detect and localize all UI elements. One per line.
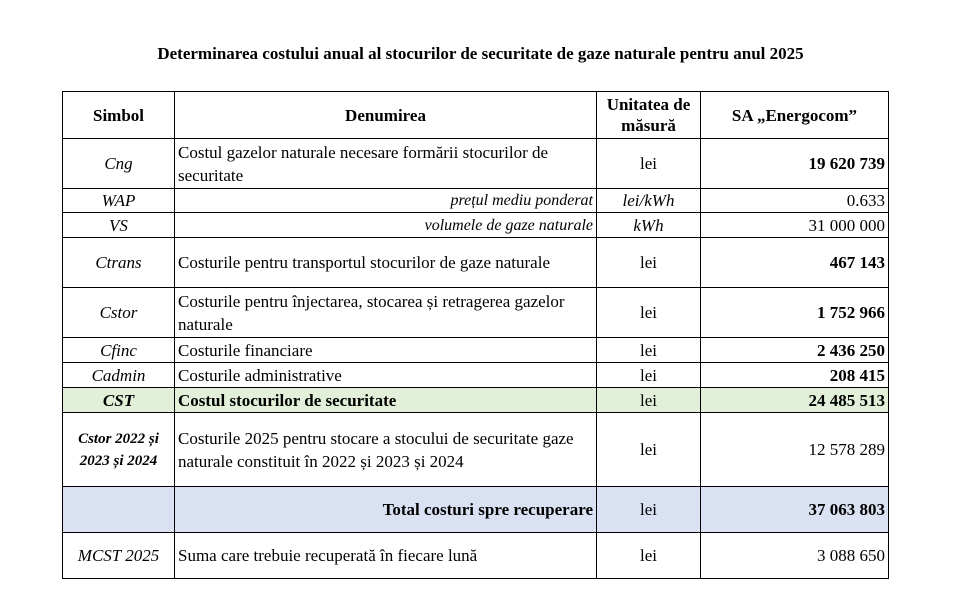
row-unit: lei/kWh: [597, 189, 701, 213]
table-row: [63, 413, 889, 487]
row-symbol: Cng: [63, 139, 175, 189]
table-row: [63, 363, 889, 388]
row-unit: lei: [597, 388, 701, 413]
row-value: 1 752 966: [701, 288, 889, 338]
row-name: prețul mediu ponderat: [175, 189, 597, 213]
row-unit: lei: [597, 338, 701, 363]
table-row: [63, 338, 889, 363]
row-unit: kWh: [597, 213, 701, 238]
row-unit: lei: [597, 487, 701, 533]
table-row: [63, 189, 889, 213]
header-company: SA „Energocom”: [701, 92, 889, 139]
row-unit: lei: [597, 533, 701, 579]
table-row-total: [63, 487, 889, 533]
header-unitatea: Unitatea de măsură: [597, 92, 701, 139]
row-name: volumele de gaze naturale: [175, 213, 597, 238]
table-row: [63, 139, 889, 189]
row-value: 0.633: [701, 189, 889, 213]
table-header-row: [63, 92, 889, 139]
row-symbol: Cfinc: [63, 338, 175, 363]
row-unit: lei: [597, 288, 701, 338]
row-name: Costurile administrative: [175, 363, 597, 388]
row-value: 12 578 289: [701, 413, 889, 487]
row-name: Costurile financiare: [175, 338, 597, 363]
row-symbol: Cstor: [63, 288, 175, 338]
table-row-cst: [63, 388, 889, 413]
row-name: Costurile pentru transportul stocurilor de gaze naturale: [175, 238, 597, 288]
row-symbol: VS: [63, 213, 175, 238]
row-symbol: Cadmin: [63, 363, 175, 388]
row-name: Total costuri spre recuperare: [175, 487, 597, 533]
page-title: Determinarea costului anual al stocurilor de securitate de gaze naturale pentru anul 2025: [157, 44, 804, 63]
row-symbol: CST: [63, 388, 175, 413]
table-row: [63, 288, 889, 338]
row-symbol: Ctrans: [63, 238, 175, 288]
row-unit: lei: [597, 413, 701, 487]
row-value: 24 485 513: [701, 388, 889, 413]
table-row: [63, 238, 889, 288]
cost-table: [62, 91, 889, 579]
row-name: Costul stocurilor de securitate: [175, 388, 597, 413]
row-unit: lei: [597, 363, 701, 388]
row-unit: lei: [597, 238, 701, 288]
row-value: 19 620 739: [701, 139, 889, 189]
row-symbol: Cstor 2022 și 2023 și 2024: [63, 413, 175, 487]
header-denumirea: Denumirea: [175, 92, 597, 139]
row-value: 31 000 000: [701, 213, 889, 238]
row-name: Costurile 2025 pentru stocare a stocului de securitate gaze naturale constituit în 2022 și 2023 și 2024: [175, 413, 597, 487]
row-symbol: WAP: [63, 189, 175, 213]
row-unit: lei: [597, 139, 701, 189]
table-row: [63, 533, 889, 579]
row-name: Costurile pentru înjectarea, stocarea și retragerea gazelor naturale: [175, 288, 597, 338]
row-symbol: [63, 487, 175, 533]
row-symbol: MCST 2025: [63, 533, 175, 579]
table-row: [63, 213, 889, 238]
row-value: 467 143: [701, 238, 889, 288]
row-value: 37 063 803: [701, 487, 889, 533]
row-name: Suma care trebuie recuperată în fiecare lună: [175, 533, 597, 579]
row-value: 3 088 650: [701, 533, 889, 579]
row-value: 2 436 250: [701, 338, 889, 363]
row-value: 208 415: [701, 363, 889, 388]
header-simbol: Simbol: [63, 92, 175, 139]
row-name: Costul gazelor naturale necesare formării stocurilor de securitate: [175, 139, 597, 189]
